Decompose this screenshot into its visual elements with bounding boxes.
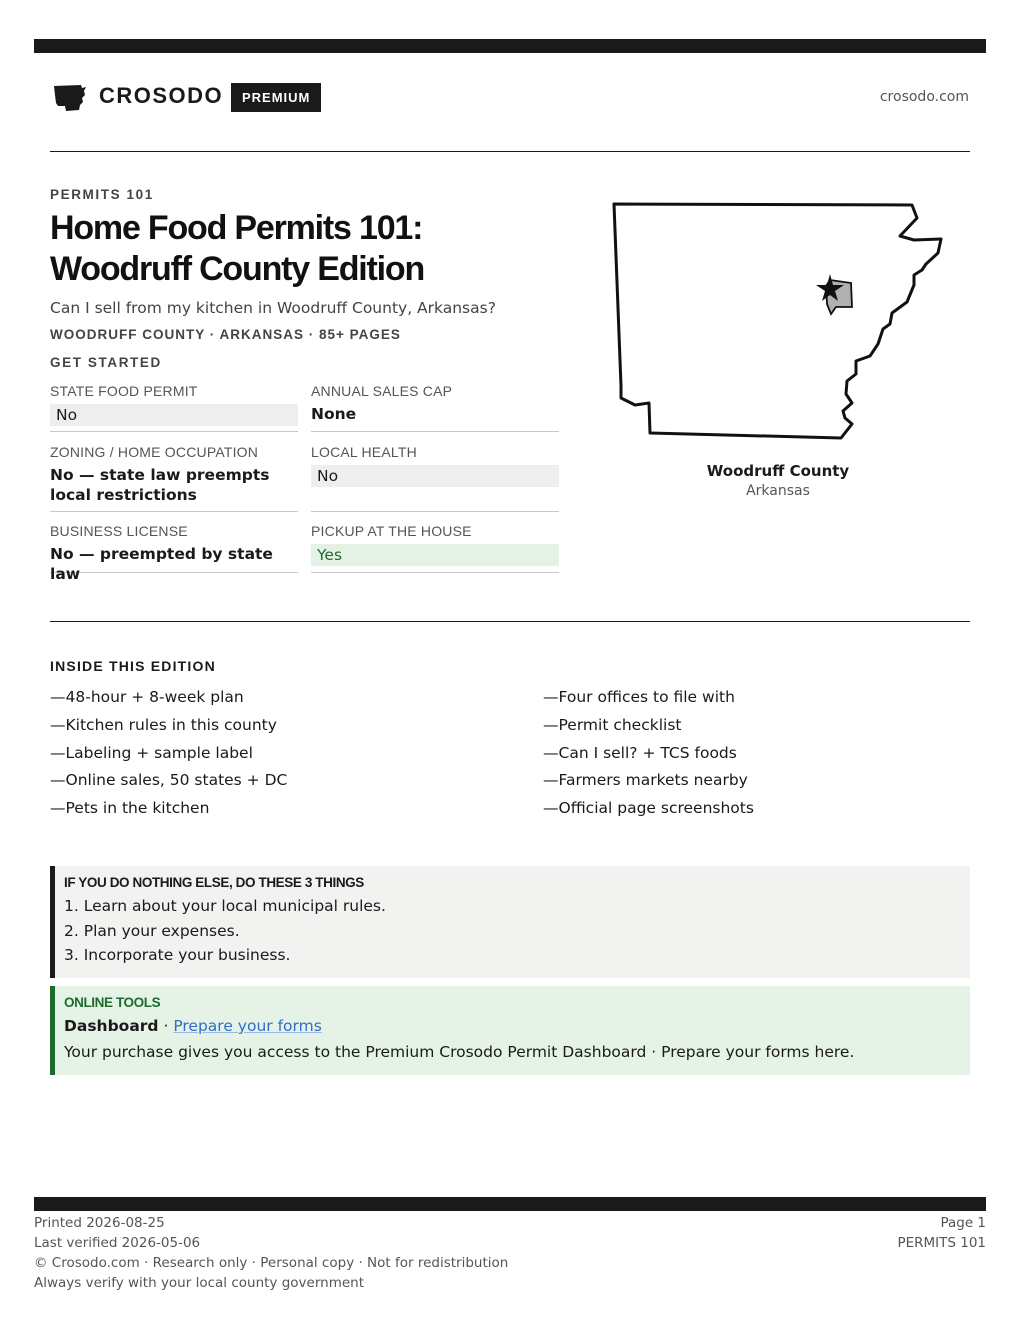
verified-date: Last verified 2026-05-06 [34, 1235, 201, 1251]
fact-value: Yes [311, 544, 559, 566]
fact-label: ZONING / HOME OCCUPATION [50, 444, 259, 460]
fact-annual-sales-cap [311, 383, 559, 432]
dashboard-label: Dashboard [64, 1017, 159, 1035]
fact-value: No [311, 465, 559, 487]
toc-right-column [543, 684, 963, 823]
fact-label: STATE FOOD PERMIT [50, 383, 198, 399]
toc-item: —Official page screenshots [543, 799, 754, 818]
dashboard-description: Your purchase gives you access to the Premium Crosodo Permit Dashboard · Prepare your forms here. [64, 1043, 855, 1061]
callout-title: IF YOU DO NOTHING ELSE, DO THESE 3 THINGS [64, 875, 364, 890]
toc-left-column [50, 684, 470, 823]
page-number: Page 1 [940, 1215, 986, 1231]
site-url[interactable]: crosodo.com [879, 89, 969, 105]
toc-item: —Online sales, 50 states + DC [50, 771, 288, 790]
toc-item: —Farmers markets nearby [543, 771, 748, 790]
fact-value: None [311, 405, 357, 423]
printed-date: Printed 2026-08-25 [34, 1215, 165, 1231]
arkansas-logo-icon [52, 83, 88, 113]
fact-business-license [50, 523, 298, 583]
step-item: 3. Incorporate your business. [64, 946, 291, 964]
logo-text[interactable]: CROSODO [99, 83, 224, 108]
toc-item: —Kitchen rules in this county [50, 715, 277, 734]
footer-bar [34, 1197, 986, 1211]
fact-label: PICKUP AT THE HOUSE [311, 523, 472, 539]
toc-item: —Permit checklist [543, 715, 682, 734]
page-title: Home Food Permits 101: Woodruff County Edition [50, 209, 425, 288]
map-state-name: Arkansas [746, 483, 810, 499]
steps-list [64, 894, 970, 968]
edition-meta: WOODRUFF COUNTY · ARKANSAS · 85+ PAGES [50, 327, 401, 342]
online-tools-callout [50, 986, 970, 1075]
state-outline [614, 204, 941, 438]
get-started-heading: GET STARTED [50, 355, 162, 370]
footer-section: PERMITS 101 [897, 1235, 986, 1251]
premium-badge: PREMIUM [231, 83, 321, 112]
toc-item: —48-hour + 8-week plan [50, 688, 244, 706]
arkansas-state-map [608, 198, 948, 446]
must-do-callout [50, 866, 970, 978]
step-item: 2. Plan your expenses. [64, 921, 240, 940]
dashboard-line [64, 1015, 970, 1037]
toc-item: —Pets in the kitchen [50, 799, 210, 818]
divider [50, 621, 970, 622]
fact-zoning [50, 444, 298, 512]
separator: · [158, 1017, 174, 1035]
header [50, 80, 970, 116]
map-county-name: Woodruff County [706, 462, 850, 480]
section-kicker: PERMITS 101 [50, 187, 154, 202]
callout-title: ONLINE TOOLS [64, 995, 161, 1010]
toc-item: —Four offices to file with [543, 688, 735, 706]
step-item: 1. Learn about your local municipal rules. [64, 897, 386, 915]
top-bar [34, 39, 986, 53]
fact-value: No [50, 404, 298, 426]
toc-item: —Labeling + sample label [50, 743, 253, 762]
disclaimer: Always verify with your local county government [34, 1275, 364, 1291]
fact-label: BUSINESS LICENSE [50, 523, 188, 539]
fact-value: No — preempted by state law [50, 545, 273, 583]
fact-value: No — state law preempts local restrictions [50, 466, 270, 504]
fact-local-health [311, 444, 559, 512]
footer-right [897, 1213, 986, 1253]
fact-pickup-at-house [311, 523, 559, 573]
inside-edition-heading: INSIDE THIS EDITION [50, 658, 216, 674]
toc-item: —Can I sell? + TCS foods [543, 743, 737, 762]
fact-label: ANNUAL SALES CAP [311, 383, 453, 399]
copyright-notice: © Crosodo.com · Research only · Personal copy · Not for redistribution [34, 1255, 509, 1271]
page-subtitle: Can I sell from my kitchen in Woodruff County, Arkansas? [50, 299, 496, 317]
footer-left [34, 1213, 508, 1293]
fact-state-food-permit [50, 383, 298, 432]
prepare-forms-link[interactable]: Prepare your forms [173, 1017, 322, 1035]
fact-label: LOCAL HEALTH [311, 444, 417, 460]
divider [50, 151, 970, 152]
